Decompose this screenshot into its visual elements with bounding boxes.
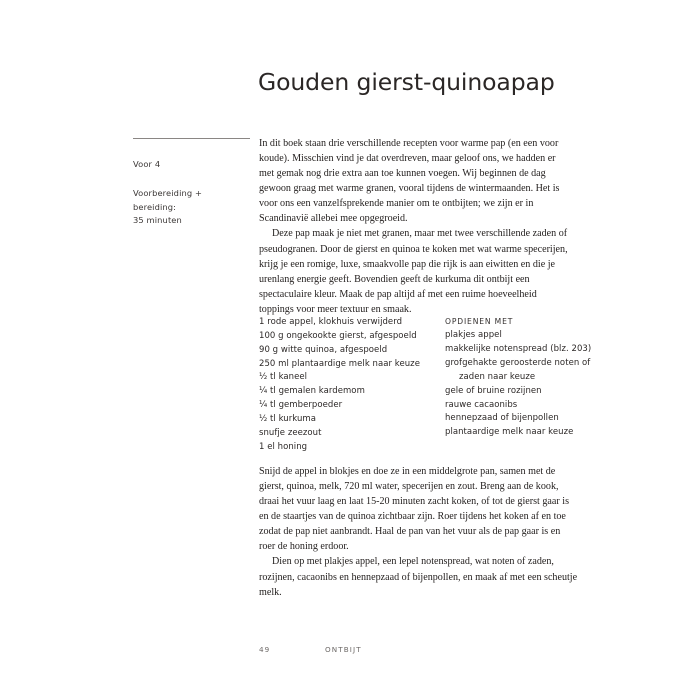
time-value: 35 minuten <box>133 215 182 226</box>
intro-paragraph-1: In dit boek staan drie verschillende recepten voor warme pap (en een voor koude). Misschien vind je dat overdreven, maar geloof ons, we hadden er met gemak nog drie extra aan toe kunnen voegen. Wij beginnen de dag gewoon graag met warme granen, vooral tijdens de wintermaanden. Het is voor ons een vanzelfsprekende manier om te ontbijten; we zijn er in Scandinavië allebei mee opgegroeid. <box>259 138 560 225</box>
ingredient-item: 100 g ongekookte gierst, afgespoeld <box>259 330 417 341</box>
recipe-method <box>259 464 579 600</box>
time-label-line-1: Voorbereiding + <box>133 188 203 199</box>
serving-item: grofgehakte geroosterde noten of <box>445 358 591 369</box>
serving-item: makkelijke notenspread (blz. 203) <box>445 344 592 355</box>
serving-item-continuation: zaden naar keuze <box>459 371 536 382</box>
serving-item: gele of bruine rozijnen <box>445 385 542 396</box>
time-label-line-2: bereiding: <box>133 201 177 212</box>
time-block <box>133 187 251 227</box>
serving-item: rauwe cacaonibs <box>445 399 518 410</box>
footer-section-label: ONTBIJT <box>325 645 362 654</box>
recipe-introduction <box>259 136 573 317</box>
serving-item: hennepzaad of bijenpollen <box>445 413 559 424</box>
ingredient-item: 90 g witte quinoa, afgespoeld <box>259 344 388 355</box>
page-footer <box>259 645 599 654</box>
ingredient-item: ½ tl kaneel <box>259 372 308 383</box>
intro-paragraph-2: Deze pap maak je niet met granen, maar met twee verschillende zaden of pseudogranen. Door de gierst en quinoa te koken met wat warme specerijen, krijg je een romige, luxe, smaakvolle pap die rijk is aan eiwitten en die je urenlang energie geeft. Bovendien geeft de kurkuma dit ontbijt een spectaculaire kleur. Maak de pap altijd af met een ruime hoeveelheid toppings voor meer textuur en smaak. <box>259 228 568 315</box>
method-paragraph-1: Snijd de appel in blokjes en doe ze in een middelgrote pan, samen met de gierst, quinoa, melk, 720 ml water, specerijen en zout. Breng aan de kook, draai het vuur laag en laat 15-20 minuten zacht koken, of tot de gierst gaar is en de staartjes van de quinoa zichtbaar zijn. Roer tijdens het koken af en toe zodat de pap niet aanbrandt. Haal de pan van het vuur als de pap gaar is en roer de honing erdoor. <box>259 466 569 553</box>
servings-block <box>133 158 251 171</box>
serving-heading: OPDIENEN MET <box>445 317 514 326</box>
ingredients-section <box>259 316 599 454</box>
servings-text: Voor 4 <box>133 159 161 169</box>
ingredient-item: ¼ tl gemberpoeder <box>259 400 343 411</box>
ingredient-item: snufje zeezout <box>259 427 322 438</box>
ingredient-item: ¼ tl gemalen kardemom <box>259 386 365 397</box>
ingredient-item: 1 rode appel, klokhuis verwijderd <box>259 317 403 327</box>
ingredient-item: 250 ml plantaardige melk naar keuze <box>259 358 420 369</box>
page-title: Gouden gierst-quinoapap <box>258 67 555 96</box>
meta-divider <box>133 138 250 139</box>
ingredient-item: ½ tl kurkuma <box>259 413 317 424</box>
serving-item: plakjes appel <box>445 330 502 341</box>
ingredient-item: 1 el honing <box>259 441 308 452</box>
ingredients-serving-list <box>445 316 599 440</box>
ingredients-main-list <box>259 316 445 454</box>
serving-item: plantaardige melk naar keuze <box>445 427 574 438</box>
page-number: 49 <box>259 645 271 654</box>
method-paragraph-2: Dien op met plakjes appel, een lepel notenspread, wat noten of zaden, rozijnen, cacaonibs en hennepzaad of bijenpollen, en maak af met een scheutje melk. <box>259 556 578 598</box>
recipe-meta-sidebar <box>133 138 251 228</box>
